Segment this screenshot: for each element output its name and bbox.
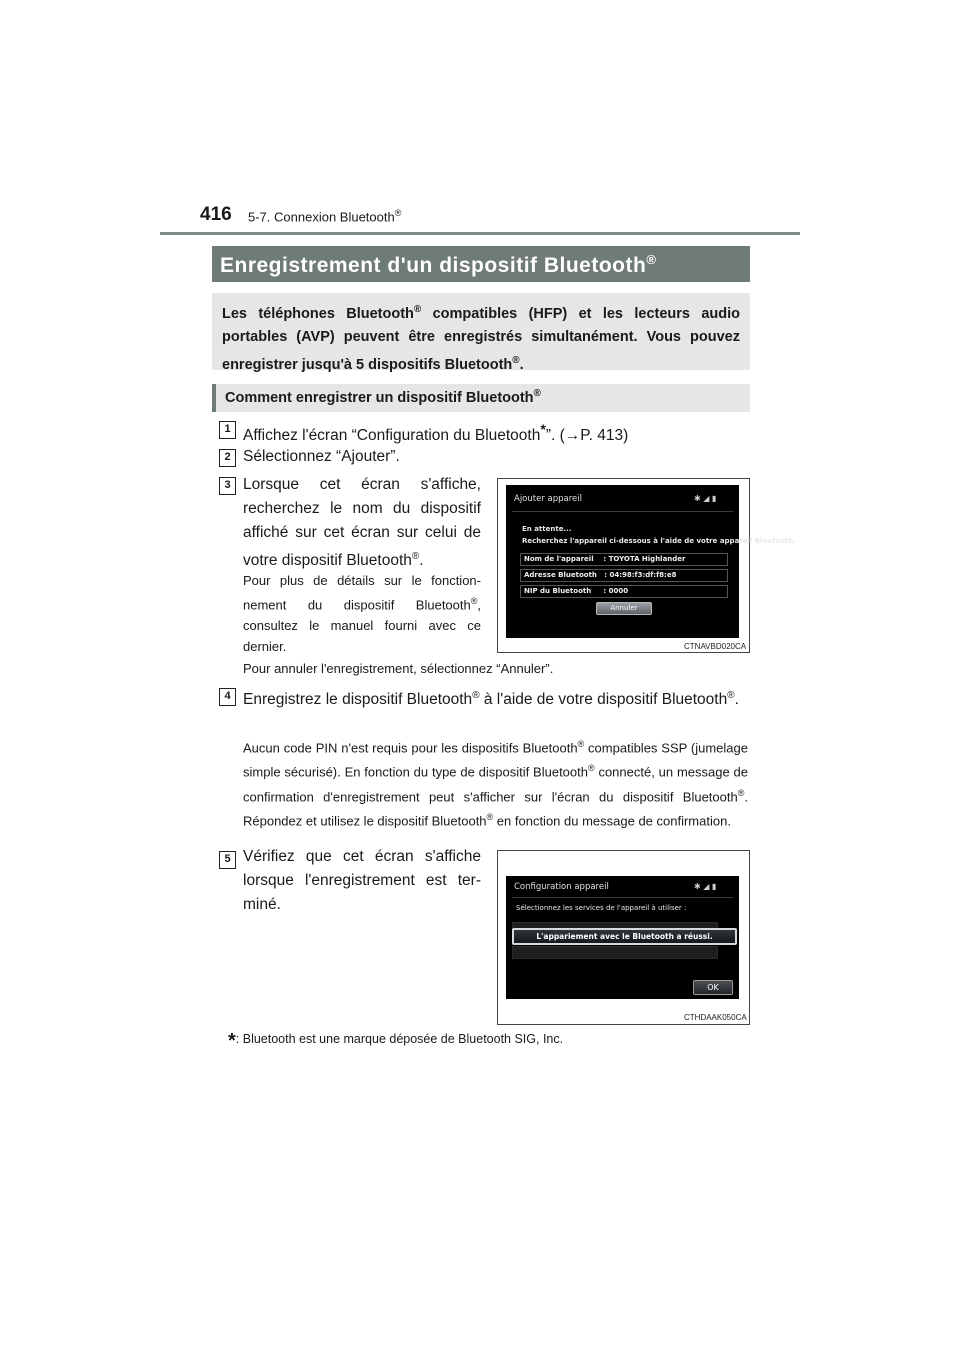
intro-box: Les téléphones Bluetooth® compatibles (HFP) et les lecteurs audio portables (AVP) peuvent être enregistrés simultanément. Vous pouvez enregistrer jusqu'à 5 dispositifs Bluetooth®. [212,293,750,370]
bluetooth-address-field: Adresse Bluetooth : 04:98:f3:df:f8:e8 [520,569,728,582]
page-number: 416 [200,204,232,225]
cancel-button[interactable]: Annuler [596,602,652,615]
figure-1-caption: CTNAVBD020CA [684,642,747,651]
chapter-title: 5-7. Connexion Bluetooth® [248,208,402,225]
status-icons: ✱ ◢ ▮ [694,494,717,503]
subsection-title: Comment enregistrer un dispositif Bluetooth® [212,384,750,412]
screen-device-configuration [506,876,739,999]
step-number-3: 3 [219,477,236,495]
step-number-4: 4 [219,688,236,706]
step-4-text: Enregistrez le dispositif Bluetooth® à l'aide de votre dispositif Bluetooth®. [243,690,739,709]
step-number-5: 5 [219,851,236,869]
step-5-text: Vérifiez que cet écran s'affiche lorsque l'enregistrement est terminé. [243,848,481,913]
pairing-success-message: L'appariement avec le Bluetooth a réussi. [512,928,737,945]
step-2-text: Sélectionnez “Ajouter”. [243,448,400,465]
step-number-2: 2 [219,449,236,467]
step-number-1: 1 [219,421,236,439]
waiting-status: En attente... [522,525,572,533]
step-3-note: Pour plus de détails sur le fonctionnement du dispositif Bluetooth®, consultez le manuel fourni avec ce dernier. [243,573,481,655]
screen-title: Ajouter appareil [514,494,582,504]
step-1-text: Affichez l'écran “Configuration du Bluetooth*”. (→P. 413) [243,421,629,445]
service-row-2[interactable] [512,946,718,959]
step-4-note: Aucun code PIN n'est requis pour les dispositifs Bluetooth® compatibles SSP (jumelage simple sécurisé). En fonction du type de dispositif Bluetooth® connecté, un message de confirmation d'enregistrement peut s'afficher sur l'écran du dispositif Bluetooth®. Répondez et utilisez le dispositif Bluetooth® en fonction du message de confirmation. [243,739,748,829]
bluetooth-pin-field: NIP du Bluetooth : 0000 [520,585,728,598]
figure-2-caption: CTHDAAK050CA [684,1013,747,1022]
header-rule [160,232,800,235]
footnote: *: Bluetooth est une marque déposée de Bluetooth SIG, Inc. [228,1030,564,1052]
step-3-text: Lorsque cet écran s'affiche, recherchez le nom du dispositif affiché sur cet écran sur celui de votre dispositif Bluetooth®. [243,476,481,570]
device-name-field: Nom de l'appareil : TOYOTA Highlander [520,553,728,566]
screen-title: Configuration appareil [514,882,609,892]
status-icons: ✱ ◢ ▮ [694,882,717,891]
section-title: Enregistrement d'un dispositif Bluetooth® [212,246,750,282]
figure-add-device [497,478,797,653]
figure-device-configuration [497,850,750,1025]
title-divider [512,897,733,898]
services-instruction: Sélectionnez les services de l'appareil à utiliser : [516,904,687,912]
screen-add-device [506,485,797,638]
step-3-cancel-note: Pour annuler l'enregistrement, sélectionnez “Annuler”. [243,661,554,676]
search-instruction: Recherchez l'appareil ci-dessous à l'aide de votre appareil Bluetooth. [522,537,797,545]
ok-button[interactable]: OK [693,980,733,995]
title-divider [512,511,733,512]
